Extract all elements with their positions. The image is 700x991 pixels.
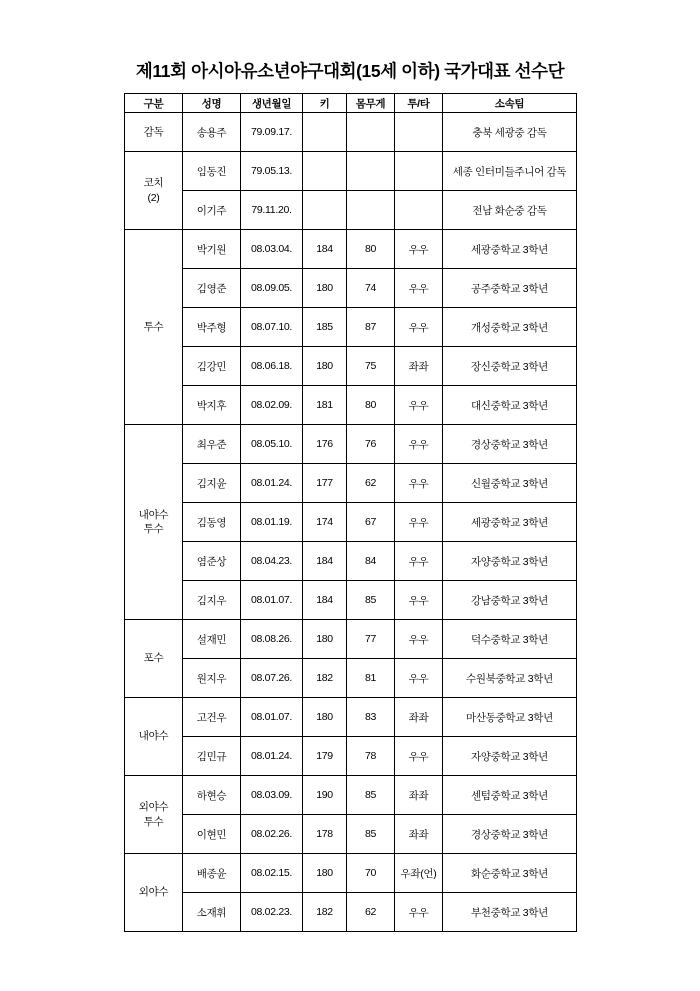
birthdate-cell: 08.01.07. [241,581,303,620]
height-cell: 182 [303,659,347,698]
birthdate-cell: 08.04.23. [241,542,303,581]
birthdate-cell: 08.07.26. [241,659,303,698]
weight-cell: 70 [347,854,395,893]
throw-bat-cell: 좌좌 [395,815,443,854]
player-name-cell: 박기원 [183,230,241,269]
birthdate-cell: 08.05.10. [241,425,303,464]
team-cell: 화순중학교 3학년 [443,854,577,893]
table-row [125,776,577,815]
weight-cell [347,191,395,230]
table-row [125,230,577,269]
height-cell: 181 [303,386,347,425]
birthdate-cell: 08.01.19. [241,503,303,542]
table-row [125,581,577,620]
player-name-cell: 박지후 [183,386,241,425]
weight-cell: 83 [347,698,395,737]
height-cell [303,191,347,230]
column-header-birthdate: 생년월일 [241,94,303,113]
table-row [125,854,577,893]
table-row [125,698,577,737]
weight-cell: 74 [347,269,395,308]
column-header-group: 구분 [125,94,183,113]
throw-bat-cell: 우우 [395,230,443,269]
throw-bat-cell: 좌좌 [395,776,443,815]
player-name-cell: 이기주 [183,191,241,230]
player-name-cell: 소재휘 [183,893,241,932]
birthdate-cell: 08.03.04. [241,230,303,269]
weight-cell: 87 [347,308,395,347]
table-row [125,269,577,308]
throw-bat-cell: 우우 [395,503,443,542]
weight-cell: 84 [347,542,395,581]
table-row [125,308,577,347]
table-row [125,659,577,698]
height-cell: 184 [303,581,347,620]
team-cell: 경상중학교 3학년 [443,425,577,464]
player-name-cell: 김영준 [183,269,241,308]
group-label-cell: 외야수 투수 [125,776,183,854]
birthdate-cell: 79.05.13. [241,152,303,191]
birthdate-cell: 08.01.07. [241,698,303,737]
table-header-row [125,94,577,113]
birthdate-cell: 79.11.20. [241,191,303,230]
table-row [125,425,577,464]
player-name-cell: 임동진 [183,152,241,191]
team-cell: 전남 화순중 감독 [443,191,577,230]
height-cell: 184 [303,230,347,269]
table-body [125,113,577,932]
player-name-cell: 원지우 [183,659,241,698]
group-label-cell: 내야수 투수 [125,425,183,620]
team-cell: 덕수중학교 3학년 [443,620,577,659]
table-row [125,113,577,152]
table-row [125,386,577,425]
height-cell [303,113,347,152]
team-cell: 수원북중학교 3학년 [443,659,577,698]
throw-bat-cell: 우좌(언) [395,854,443,893]
team-cell: 장신중학교 3학년 [443,347,577,386]
table-row [125,347,577,386]
height-cell: 185 [303,308,347,347]
team-cell: 세종 인터미들주니어 감독 [443,152,577,191]
table-row [125,815,577,854]
weight-cell: 85 [347,815,395,854]
player-name-cell: 하현승 [183,776,241,815]
height-cell: 184 [303,542,347,581]
table-row [125,542,577,581]
player-name-cell: 이현민 [183,815,241,854]
birthdate-cell: 08.02.26. [241,815,303,854]
roster-table [124,93,577,932]
birthdate-cell: 79.09.17. [241,113,303,152]
team-cell: 강남중학교 3학년 [443,581,577,620]
group-label-cell: 투수 [125,230,183,425]
table-row [125,893,577,932]
throw-bat-cell: 우우 [395,737,443,776]
height-cell [303,152,347,191]
table-row [125,503,577,542]
throw-bat-cell: 우우 [395,269,443,308]
column-header-throw-bat: 투/타 [395,94,443,113]
weight-cell: 78 [347,737,395,776]
throw-bat-cell [395,113,443,152]
birthdate-cell: 08.01.24. [241,464,303,503]
throw-bat-cell [395,152,443,191]
weight-cell [347,152,395,191]
weight-cell: 85 [347,776,395,815]
weight-cell [347,113,395,152]
team-cell: 세광중학교 3학년 [443,230,577,269]
team-cell: 마산동중학교 3학년 [443,698,577,737]
throw-bat-cell: 우우 [395,386,443,425]
birthdate-cell: 08.06.18. [241,347,303,386]
weight-cell: 85 [347,581,395,620]
weight-cell: 67 [347,503,395,542]
birthdate-cell: 08.08.26. [241,620,303,659]
player-name-cell: 박주형 [183,308,241,347]
height-cell: 180 [303,347,347,386]
team-cell: 부천중학교 3학년 [443,893,577,932]
weight-cell: 75 [347,347,395,386]
team-cell: 공주중학교 3학년 [443,269,577,308]
table-row [125,620,577,659]
player-name-cell: 김지윤 [183,464,241,503]
team-cell: 자양중학교 3학년 [443,737,577,776]
group-label-cell: 포수 [125,620,183,698]
throw-bat-cell: 우우 [395,542,443,581]
birthdate-cell: 08.02.15. [241,854,303,893]
player-name-cell: 설재민 [183,620,241,659]
group-label-cell: 감독 [125,113,183,152]
weight-cell: 81 [347,659,395,698]
table-row [125,464,577,503]
column-header-weight: 몸무게 [347,94,395,113]
height-cell: 176 [303,425,347,464]
height-cell: 180 [303,698,347,737]
group-label-cell: 코치 (2) [125,152,183,230]
weight-cell: 76 [347,425,395,464]
birthdate-cell: 08.07.10. [241,308,303,347]
throw-bat-cell: 좌좌 [395,347,443,386]
team-cell: 충북 세광중 감독 [443,113,577,152]
column-header-name: 성명 [183,94,241,113]
group-label-cell: 내야수 [125,698,183,776]
weight-cell: 62 [347,893,395,932]
throw-bat-cell: 우우 [395,464,443,503]
player-name-cell: 염준상 [183,542,241,581]
throw-bat-cell: 우우 [395,620,443,659]
team-cell: 개성중학교 3학년 [443,308,577,347]
throw-bat-cell: 우우 [395,581,443,620]
weight-cell: 80 [347,386,395,425]
table-row [125,191,577,230]
player-name-cell: 김민규 [183,737,241,776]
throw-bat-cell: 우우 [395,308,443,347]
throw-bat-cell [395,191,443,230]
team-cell: 경상중학교 3학년 [443,815,577,854]
birthdate-cell: 08.02.09. [241,386,303,425]
player-name-cell: 고건우 [183,698,241,737]
height-cell: 182 [303,893,347,932]
birthdate-cell: 08.01.24. [241,737,303,776]
height-cell: 174 [303,503,347,542]
height-cell: 180 [303,620,347,659]
team-cell: 세광중학교 3학년 [443,503,577,542]
height-cell: 178 [303,815,347,854]
height-cell: 180 [303,854,347,893]
column-header-height: 키 [303,94,347,113]
table-row [125,152,577,191]
column-header-team: 소속팀 [443,94,577,113]
height-cell: 180 [303,269,347,308]
throw-bat-cell: 우우 [395,425,443,464]
height-cell: 179 [303,737,347,776]
player-name-cell: 배종윤 [183,854,241,893]
team-cell: 신월중학교 3학년 [443,464,577,503]
birthdate-cell: 08.02.23. [241,893,303,932]
weight-cell: 80 [347,230,395,269]
team-cell: 센텀중학교 3학년 [443,776,577,815]
player-name-cell: 최우준 [183,425,241,464]
throw-bat-cell: 좌좌 [395,698,443,737]
table-header [125,94,577,113]
player-name-cell: 김지우 [183,581,241,620]
team-cell: 자양중학교 3학년 [443,542,577,581]
birthdate-cell: 08.03.09. [241,776,303,815]
throw-bat-cell: 우우 [395,659,443,698]
page-title: 제11회 아시아유소년야구대회(15세 이하) 국가대표 선수단 [135,61,565,81]
group-label-cell: 외야수 [125,854,183,932]
team-cell: 대신중학교 3학년 [443,386,577,425]
throw-bat-cell: 우우 [395,893,443,932]
weight-cell: 62 [347,464,395,503]
birthdate-cell: 08.09.05. [241,269,303,308]
height-cell: 177 [303,464,347,503]
table-row [125,737,577,776]
player-name-cell: 김동영 [183,503,241,542]
height-cell: 190 [303,776,347,815]
weight-cell: 77 [347,620,395,659]
player-name-cell: 김강민 [183,347,241,386]
player-name-cell: 송용주 [183,113,241,152]
